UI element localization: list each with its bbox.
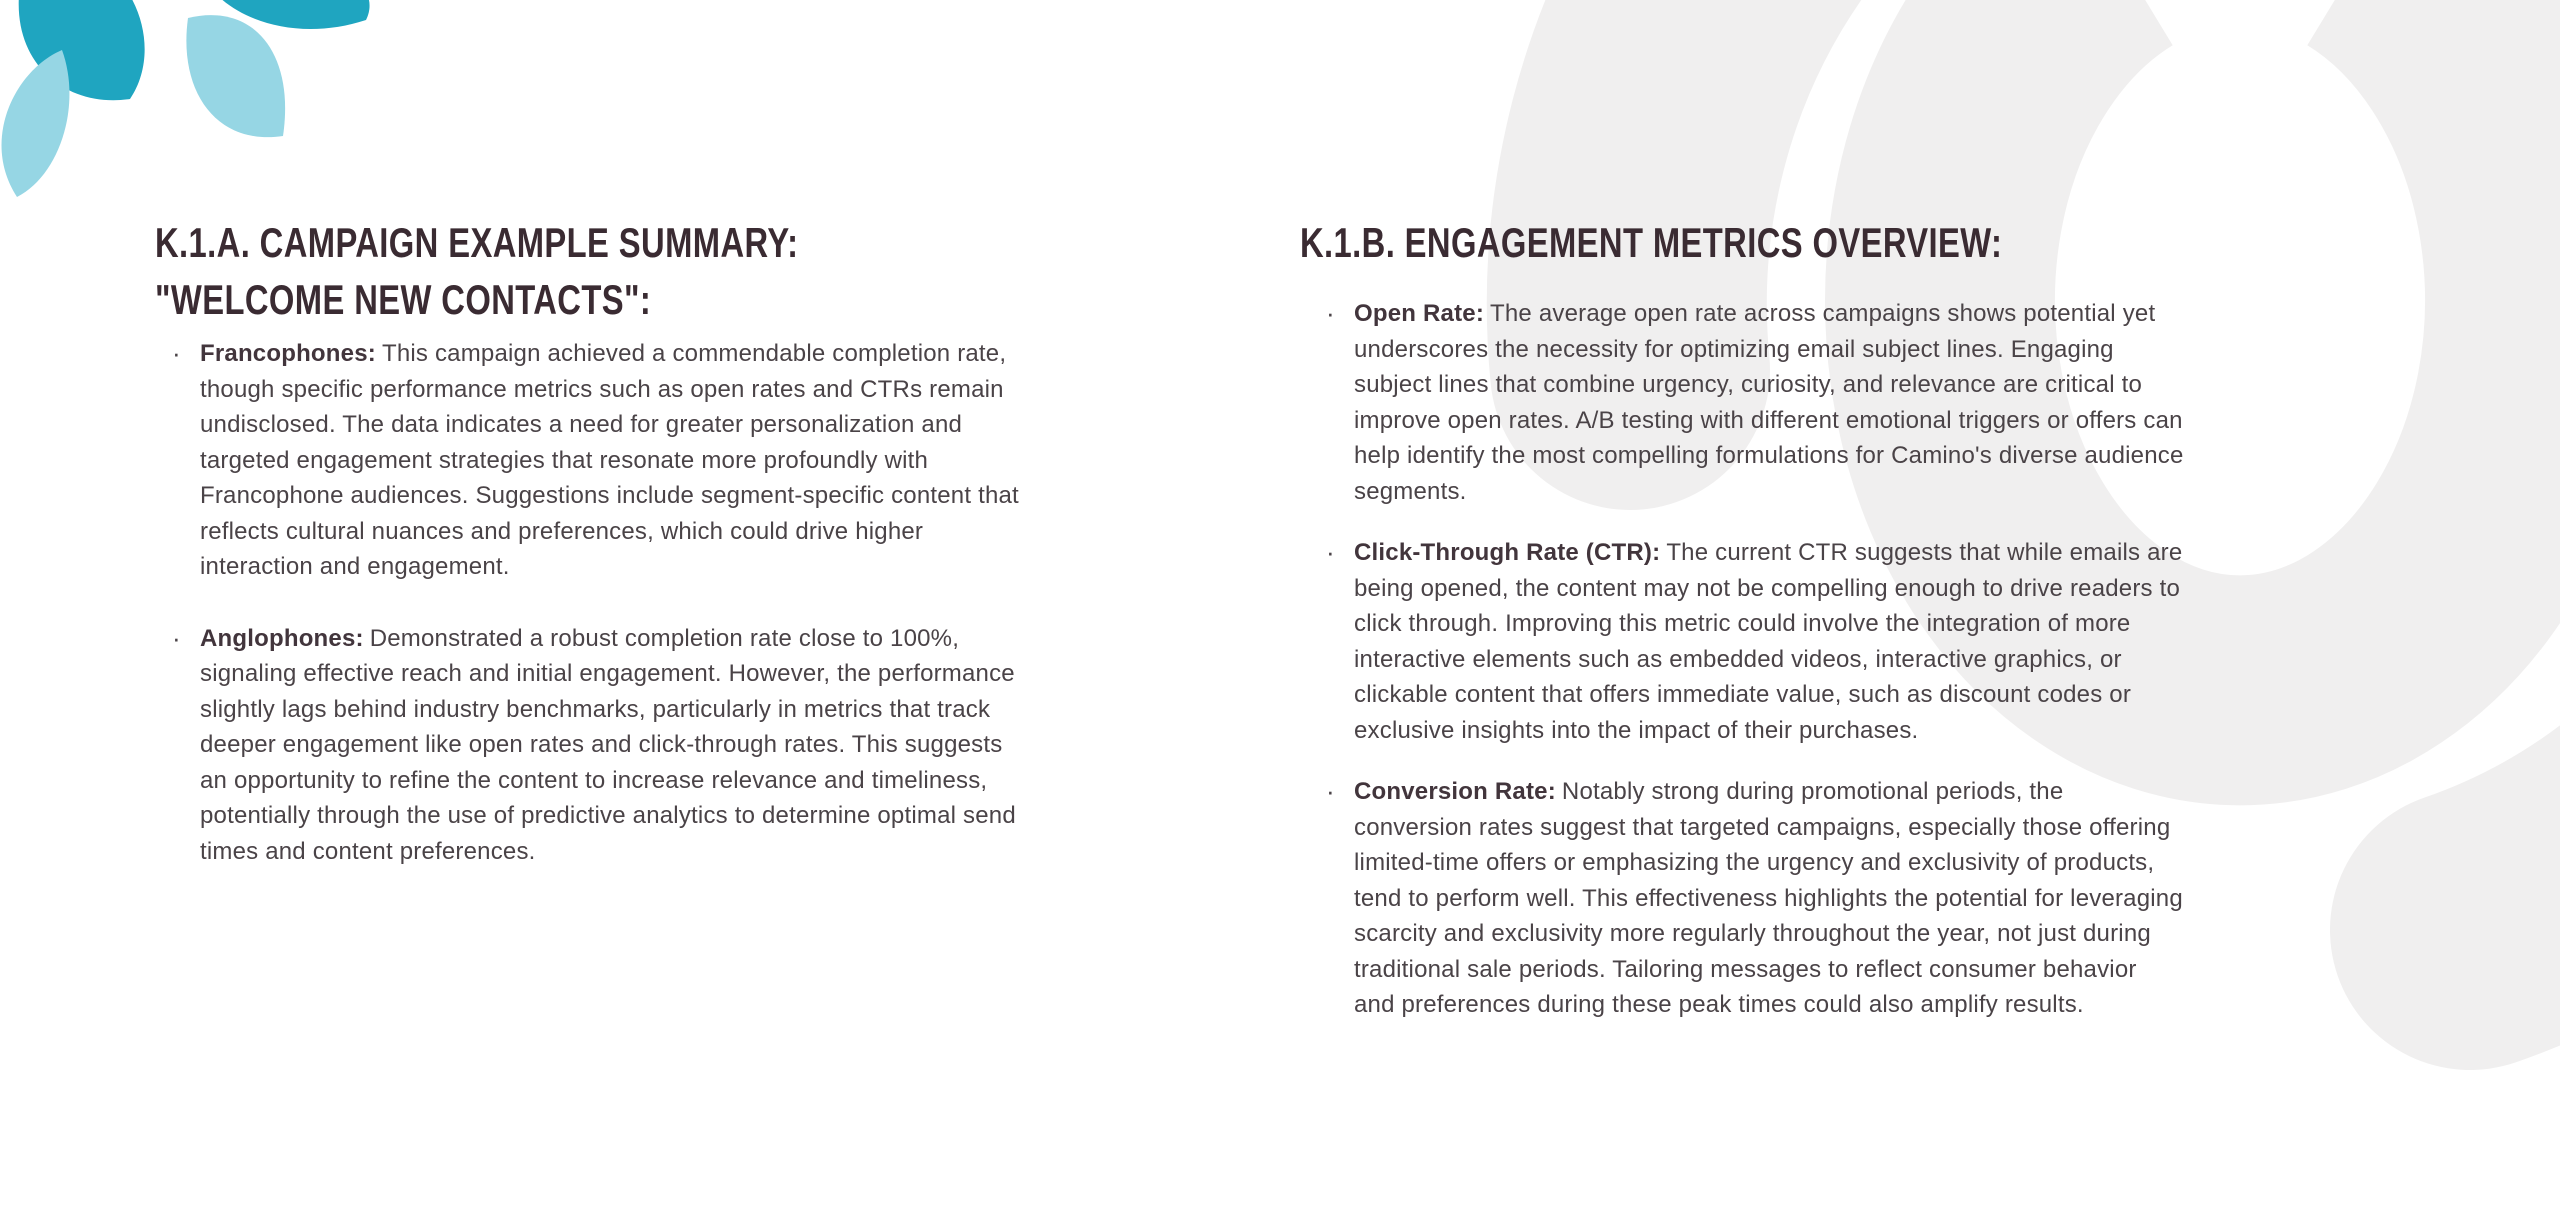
list-item-anglophones [172,621,1032,870]
list-item-label: Anglophones: [200,624,364,652]
right-heading-line1: K.1.B. ENGAGEMENT METRICS OVERVIEW: [1300,219,2003,266]
bullet-dot-icon: · [1326,537,1335,567]
list-item-text [1354,774,2184,1023]
right-section-heading [1300,214,2002,271]
bullet-dot-icon: · [172,622,181,653]
list-item-body: The average open rate across campaigns shows potential yet underscores the necessity for optimizing email subject lines. Engaging subject lines that combine urgency, curiosity, and relevance are critical to improve open rates. A/B testing with different emotional triggers or offers can help identify the most compelling formulations for Camino's diverse audience segments. [1354,300,2184,505]
left-section-heading [155,214,798,328]
leaf-light-left-icon [2,50,70,197]
left-heading-line1: K.1.A. CAMPAIGN EXAMPLE SUMMARY: [155,219,799,266]
bullet-dot-icon: · [1326,776,1335,806]
list-item-body: Demonstrated a robust completion rate close to 100%, signaling effective reach and initial engagement. However, the performance slightly lags behind industry benchmarks, particularly in metrics that track deeper engagement like open rates and click-through rates. This suggests an opportunity to refine the content to increase relevance and timeliness, potentially through the use of predictive analytics to determine optimal send times and content preferences. [200,624,1016,865]
list-item-label: Click-Through Rate (CTR): [1354,539,1661,566]
leaf-light-middle-icon [186,15,285,137]
right-section-list [1326,296,2184,1023]
list-item-text [200,621,1032,870]
list-item-label: Francophones: [200,340,376,367]
list-item-text [1354,535,2184,748]
list-item-open-rate [1326,296,2184,509]
bullet-dot-icon: · [1326,298,1335,328]
list-item-body: Notably strong during promotional periods, the conversion rates suggest that targeted campaigns, especially those offering limited-time offers or emphasizing the urgency and exclusivity of products, tend to perform well. This effectiveness highlights the potential for leveraging scarcity and exclusivity more regularly throughout the year, not just during traditional sale periods. Tailoring messages to reflect consumer behavior and preferences during these peak times could also amplify results. [1354,778,2183,1018]
list-item-text [1354,296,2184,509]
list-item-label: Open Rate: [1354,300,1485,327]
left-section-list [172,336,1032,869]
left-heading-line2: "WELCOME NEW CONTACTS": [155,276,652,323]
list-item-conversion-rate [1326,774,2184,1023]
bullet-dot-icon: · [172,338,181,368]
list-item-body: This campaign achieved a commendable completion rate, though specific performance metrics such as open rates and CTRs remain undisclosed. The data indicates a need for greater personalization and targeted engagement strategies that resonate more profoundly with Francophone audiences. Suggestions include segment-specific content that reflects cultural nuances and preferences, which could drive higher interaction and engagement. [200,340,1019,580]
list-item-click-through-rate [1326,535,2184,748]
list-item-text [200,336,1032,585]
list-item-label: Conversion Rate: [1354,778,1556,805]
list-item-body: The current CTR suggests that while emails are being opened, the content may not be compelling enough to drive readers to click through. Improving this metric could involve the integration of more interactive elements such as embedded videos, interactive graphics, or clickable content that offers immediate value, such as discount codes or exclusive insights into the impact of their purchases. [1354,539,2183,744]
leaf-cluster-icon [2,0,370,197]
list-item-francophones [172,336,1032,585]
